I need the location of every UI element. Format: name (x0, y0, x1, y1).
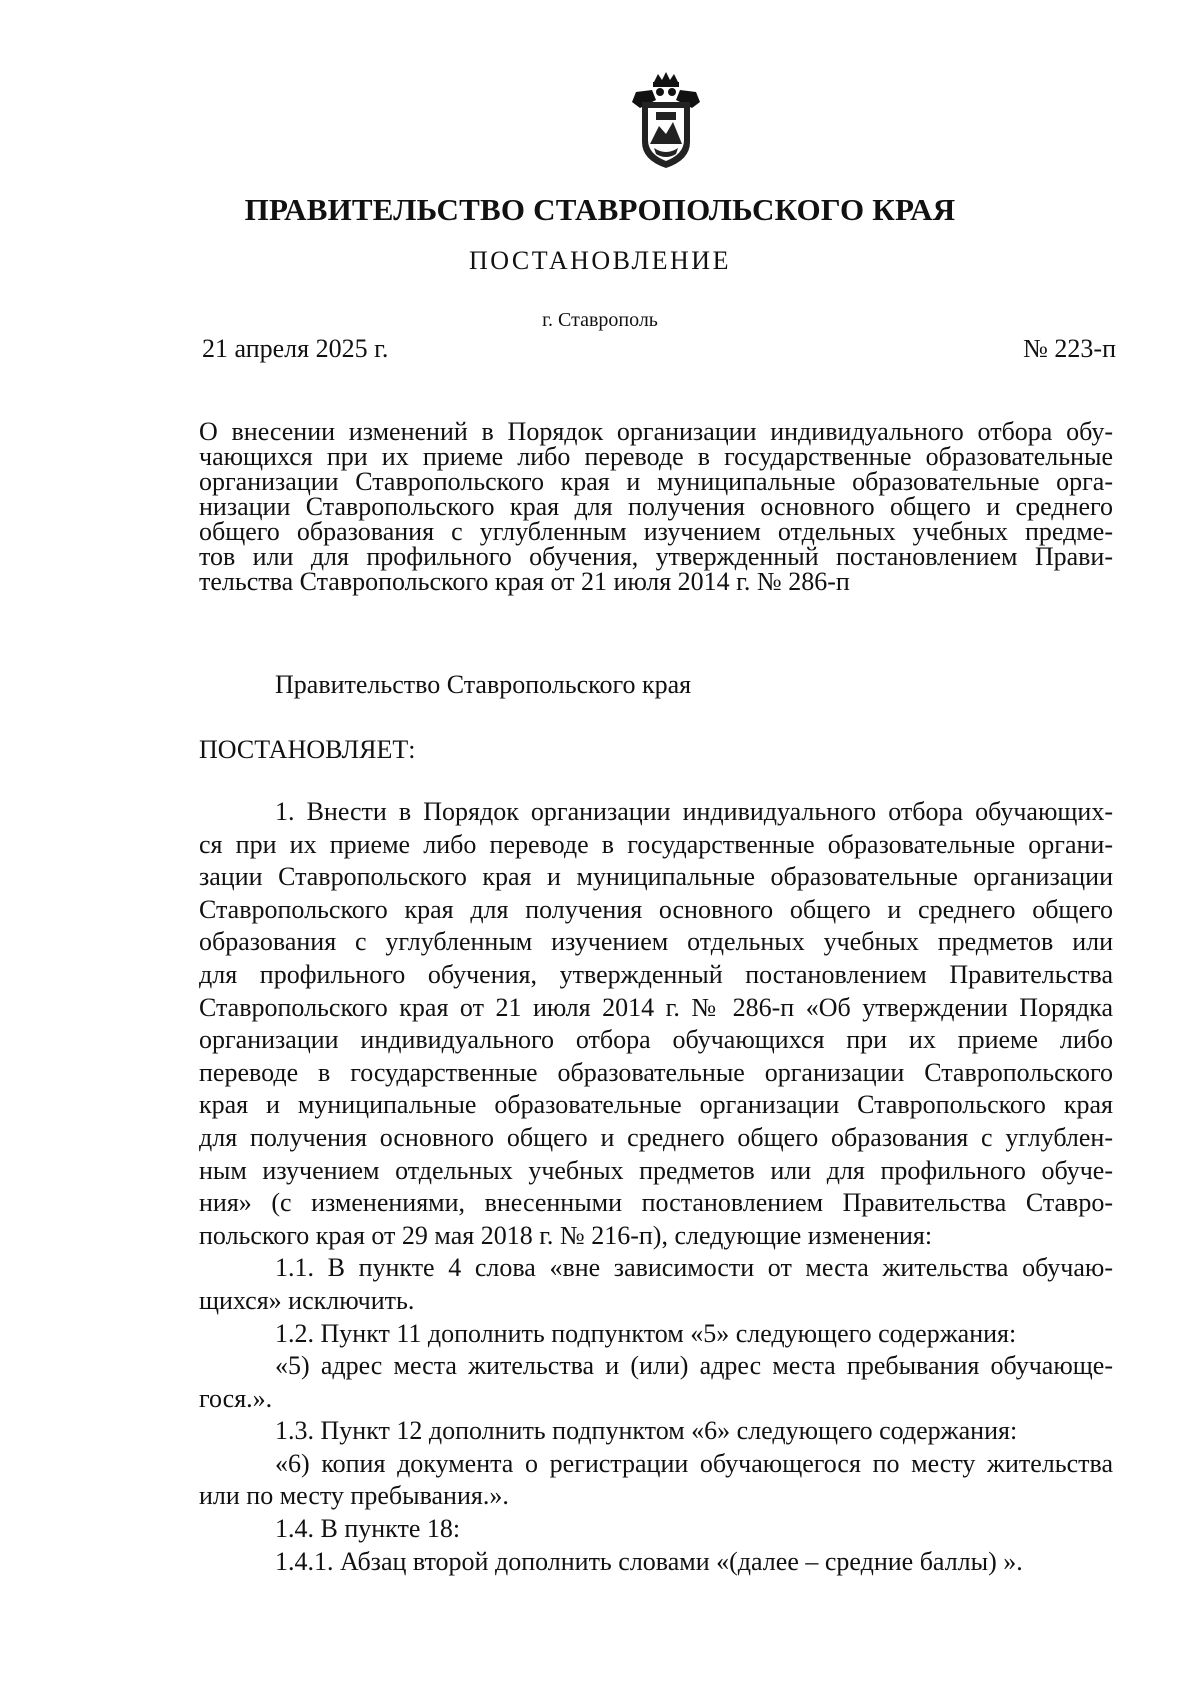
body-line: ся при их приеме либо переводе в государственные образовательные органи- (199, 829, 1113, 859)
body-line: «5) адрес места жительства и (или) адрес места пребывания обучающе- (275, 1351, 1113, 1381)
document-date: 21 апреля 2025 г. (202, 334, 389, 363)
body-line: 1. Внести в Порядок организации индивидуального отбора обучающих- (275, 797, 1113, 826)
body-line: ным изучением отдельных учебных предметов или для профильного обуче- (199, 1155, 1113, 1185)
document-type: ПОСТАНОВЛЕНИЕ (469, 246, 731, 275)
body-line: зации Ставропольского края и муниципальные образовательные организации (199, 862, 1113, 892)
document-body (199, 796, 1113, 1578)
heading-line: чающихся при их приеме либо переводе в государственные образовательные (199, 442, 1113, 471)
body-line: переводе в государственные образовательные организации Ставропольского (199, 1057, 1113, 1087)
document-number: № 223-п (1023, 334, 1116, 363)
document-heading (199, 419, 1113, 594)
city: г. Ставрополь (542, 309, 658, 331)
resolves-label: ПОСТАНОВЛЯЕТ: (199, 735, 416, 764)
body-line: «6) копия документа о регистрации обучающегося по месту жительства (275, 1448, 1113, 1478)
body-line: или по месту пребывания.». (199, 1481, 509, 1511)
body-line: 1.4. В пункте 18: (275, 1514, 461, 1544)
body-line: 1.1. В пункте 4 слова «вне зависимости от места жительства обучаю- (275, 1253, 1113, 1283)
body-line: Ставропольского края для получения основного общего и среднего общего (199, 894, 1113, 924)
body-line: для получения основного общего и среднего общего образования с углублен- (199, 1122, 1113, 1152)
body-line: щихся» исключить. (199, 1285, 415, 1315)
body-line: 1.2. Пункт 11 дополнить подпунктом «5» следующего содержания: (275, 1318, 1017, 1348)
government-title: ПРАВИТЕЛЬСТВО СТАВРОПОЛЬСКОГО КРАЯ (244, 192, 956, 227)
heading-line: О внесении изменений в Порядок организации индивидуального отбора обу- (199, 417, 1113, 446)
body-line: польского края от 29 мая 2018 г. № 216-п), следующие изменения: (199, 1220, 933, 1250)
heading-line: организации Ставропольского края и муниципальные образовательные орга- (199, 467, 1113, 496)
body-line: Ставропольского края от 21 июля 2014 г. № 286-п «Об утверждении Порядка (199, 992, 1113, 1022)
body-line: образования с углубленным изучением отдельных учебных предметов или (199, 927, 1113, 957)
body-line: 1.3. Пункт 12 дополнить подпунктом «6» следующего содержания: (275, 1416, 1018, 1446)
body-line: края и муниципальные образовательные организации Ставропольского края (199, 1090, 1113, 1120)
government-name: Правительство Ставропольского края (275, 670, 692, 699)
heading-line: низации Ставропольского края для получения основного общего и среднего (199, 492, 1113, 521)
heading-line: общего образования с углубленным изучением отдельных учебных предме- (199, 517, 1113, 546)
body-line: 1.4.1. Абзац второй дополнить словами «(далее – средние баллы) ». (275, 1546, 1023, 1576)
heading-line: тов или для профильного обучения, утвержденный постановлением Прави- (199, 542, 1113, 571)
body-line: для профильного обучения, утвержденный постановлением Правительства (199, 959, 1113, 989)
stavropol-krai-coat-of-arms-icon (626, 72, 706, 172)
heading-line: тельства Ставропольского края от 21 июля 2014 г. № 286-п (199, 567, 850, 596)
body-line: организации индивидуального отбора обучающихся при их приеме либо (199, 1025, 1113, 1055)
body-line: гося.». (199, 1383, 273, 1413)
body-line: ния» (с изменениями, внесенными постановлением Правительства Ставро- (199, 1188, 1113, 1218)
